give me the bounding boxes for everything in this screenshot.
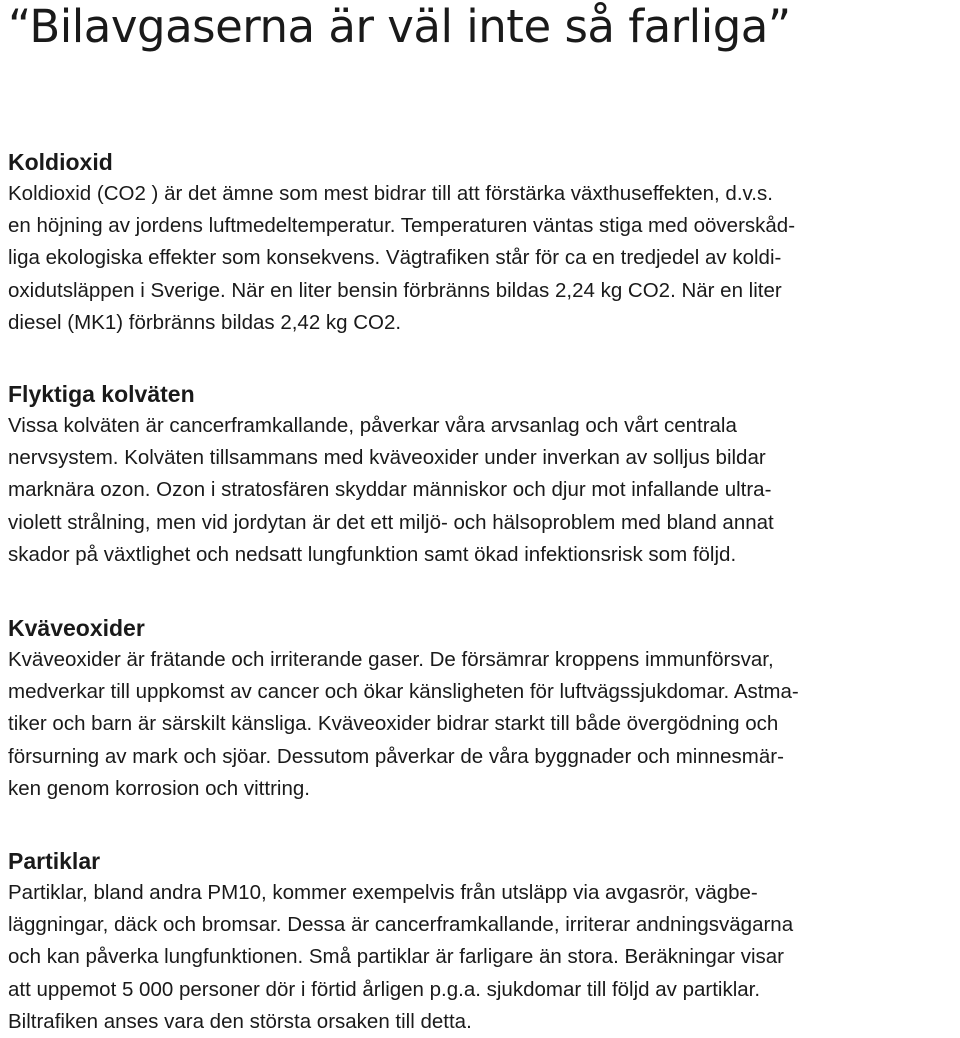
- text-line: ken genom korrosion och vittring.: [8, 776, 310, 800]
- text-line: att uppemot 5 000 personer dör i förtid årligen p.g.a. sjukdomar till följd av partiklar.: [8, 977, 761, 1001]
- section-heading: Flyktiga kolväten: [8, 381, 195, 407]
- section-body: [8, 877, 953, 1038]
- section-body: [8, 644, 953, 805]
- document-title: “Bilavgaserna är väl inte så farliga”: [8, 0, 791, 53]
- text-line: marknära ozon. Ozon i stratosfären skyddar människor och djur mot infallande ultra-: [8, 478, 772, 502]
- text-line: nervsystem. Kolväten tillsammans med kväveoxider under inverkan av solljus bildar: [8, 446, 766, 470]
- text-line: Biltrafiken anses vara den största orsaken till detta.: [8, 1009, 472, 1033]
- section-partiklar: [8, 845, 953, 1038]
- text-line: och kan påverka lungfunktionen. Små partiklar är farligare än stora. Beräkningar visar: [8, 945, 784, 969]
- section-body: [8, 410, 953, 571]
- text-line: skador på växtlighet och nedsatt lungfunktion samt ökad infektionsrisk som följd.: [8, 542, 737, 566]
- text-line: violett strålning, men vid jordytan är det ett miljö- och hälsoproblem med bland annat: [8, 510, 774, 534]
- text-line: medverkar till uppkomst av cancer och ökar känsligheten för luftvägssjukdomar. Astma-: [8, 680, 799, 704]
- text-line: Kväveoxider är frätande och irriterande gaser. De försämrar kroppens immunförsvar,: [8, 648, 774, 671]
- section-kvaveoxider: [8, 612, 953, 805]
- section-heading: Kväveoxider: [8, 615, 145, 641]
- section-koldioxid: [8, 146, 953, 339]
- text-line: oxidutsläppen i Sverige. När en liter bensin förbränns bildas 2,24 kg CO2. När en liter: [8, 278, 782, 302]
- text-line: Partiklar, bland andra PM10, kommer exempelvis från utsläpp via avgasrör, vägbe-: [8, 881, 758, 904]
- text-line: tiker och barn är särskilt känsliga. Kväveoxider bidrar starkt till både övergödning och: [8, 712, 779, 736]
- text-line: försurning av mark och sjöar. Dessutom påverkar de våra byggnader och minnesmär-: [8, 744, 784, 768]
- text-line: Vissa kolväten är cancerframkallande, påverkar våra arvsanlag och vårt centrala: [8, 414, 737, 437]
- section-body: [8, 178, 953, 339]
- section-flyktiga-kolvaten: [8, 378, 953, 571]
- text-line: Koldioxid (CO2 ) är det ämne som mest bidrar till att förstärka växthuseffekten, d.v.s.: [8, 182, 773, 205]
- section-heading: Partiklar: [8, 848, 101, 874]
- text-line: diesel (MK1) förbränns bildas 2,42 kg CO2.: [8, 310, 402, 334]
- text-line: läggningar, däck och bromsar. Dessa är cancerframkallande, irriterar andningsvägarna: [8, 913, 794, 937]
- text-line: en höjning av jordens luftmedeltemperatur. Temperaturen väntas stiga med oöverskåd-: [8, 214, 796, 238]
- text-line: liga ekologiska effekter som konsekvens. Vägtrafiken står för ca en tredjedel av koldi-: [8, 246, 782, 270]
- section-heading: Koldioxid: [8, 149, 113, 175]
